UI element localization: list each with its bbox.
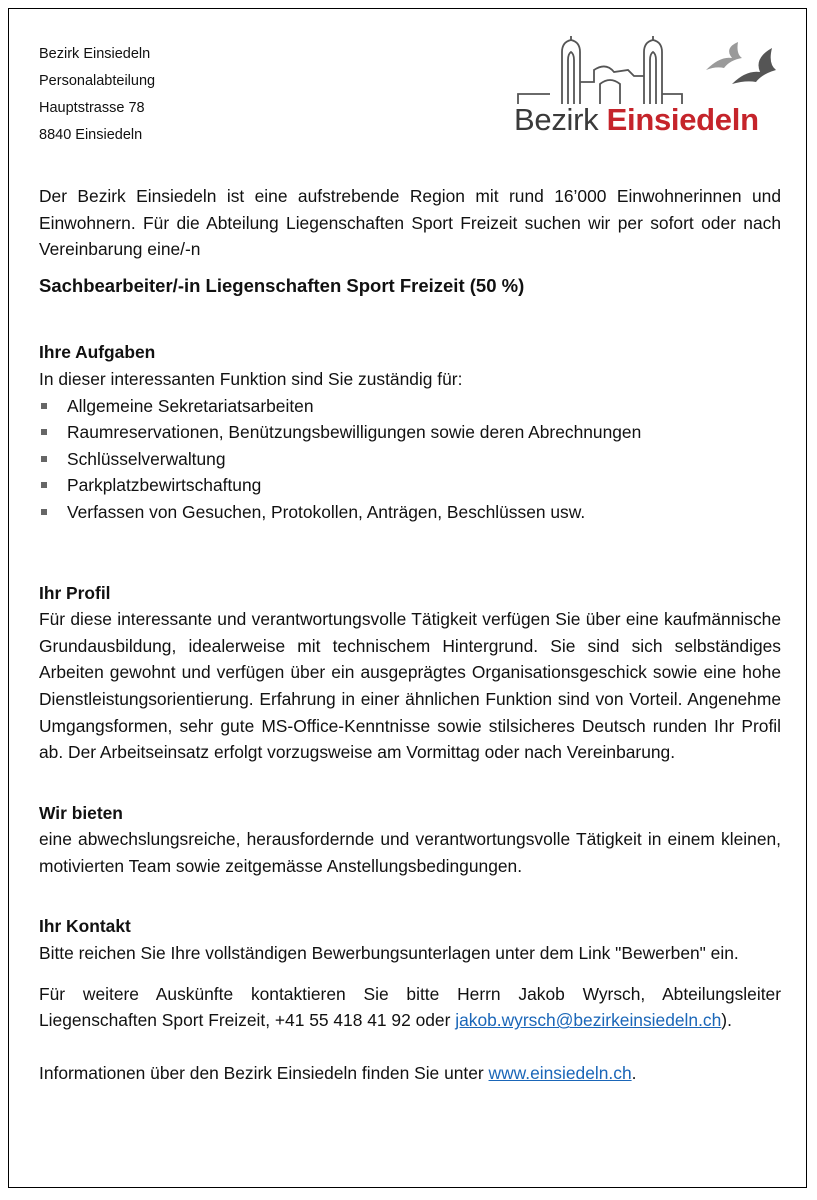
contact-heading: Ihr Kontakt (39, 916, 131, 937)
profile-heading: Ihr Profil (39, 582, 111, 603)
address-line: Bezirk Einsiedeln (39, 46, 151, 62)
list-item: Schlüsselverwaltung (39, 446, 781, 473)
monastery-birds-icon (510, 36, 780, 106)
website-info (39, 1060, 781, 1087)
list-item: Parkplatzbewirtschaftung (39, 472, 781, 499)
contact-info (39, 981, 781, 1034)
website-info-text: Informationen über den Bezirk Einsiedeln finden Sie unter (39, 1062, 489, 1083)
website-link[interactable]: www.einsiedeln.ch (488, 1062, 632, 1083)
tasks-section (39, 339, 781, 525)
list-item: Raumreservationen, Benützungsbewilligungen sowie deren Abrechnungen (39, 419, 781, 446)
profile-section (39, 580, 781, 766)
tasks-lead: In dieser interessanten Funktion sind Sie zuständig für: (39, 368, 463, 389)
apply-text: Bitte reichen Sie Ihre vollständigen Bewerbungsunterlagen unter dem Link "Bewerben" ein. (39, 943, 739, 964)
contact-info-end: ). (721, 1010, 732, 1031)
job-ad-body (39, 183, 781, 1086)
email-link[interactable]: jakob.wyrsch@bezirkeinsiedeln.ch (455, 1010, 722, 1031)
address-line: Personalabteilung (39, 73, 156, 89)
website-info-end: . (631, 1062, 637, 1083)
list-item: Allgemeine Sekretariatsarbeiten (39, 393, 781, 420)
tasks-list (39, 393, 781, 526)
profile-text: Für diese interessante und verantwortungsvolle Tätigkeit verfügen Sie über eine kaufmännische Grundausbildung, idealerweise mit technischem Hintergrund. Sie sind sich selbständiges Arbeiten gewohnt und verfügen über ein ausgeprägtes Organisationsgeschick sowie eine hohe Dienstleistungsorientierung. Erfahrung in einer ähnlichen Funktion sind von Vorteil. Angenehme Umgangsformen, sehr gute MS-Office-Kenntnisse sowie stilsicheres Deutsch runden Ihr Profil ab. Der Arbeitseinsatz erfolgt vorzugsweise am Vormittag oder nach Vereinbarung. (39, 609, 781, 763)
sender-address (39, 41, 155, 149)
contact-info-text: Für weitere Auskünfte kontaktieren Sie bitte Herrn Jakob Wyrsch, Abteilungsleiter Liegenschaften Sport Freizeit, +41 55 418 41 92 oder (39, 983, 781, 1031)
intro-paragraph: Der Bezirk Einsiedeln ist eine aufstrebende Region mit rund 16’000 Einwohnerinnen und Einwohnern. Für die Abteilung Liegenschaften Sport Freizeit suchen wir per sofort oder nach Vereinbarung eine/-n (39, 186, 781, 260)
address-line: 8840 Einsiedeln (39, 127, 143, 143)
offer-text: eine abwechslungsreiche, herausfordernde und verantwortungsvolle Tätigkeit in einem kleinen, motivierten Team sowie zeitgemässe Anstellungsbedingungen. (39, 829, 781, 876)
offer-heading: Wir bieten (39, 802, 123, 823)
logo-word-strong: Einsiedeln (606, 102, 759, 137)
job-title: Sachbearbeiter/-in Liegenschaften Sport Freizeit (50 %) (39, 274, 525, 296)
contact-section (39, 913, 781, 1086)
list-item: Verfassen von Gesuchen, Protokollen, Anträgen, Beschlüssen usw. (39, 499, 781, 526)
logo-word-light: Bezirk (514, 102, 599, 137)
logo-wordmark (514, 100, 759, 140)
bezirk-einsiedeln-logo (510, 36, 780, 140)
tasks-heading: Ihre Aufgaben (39, 342, 156, 363)
address-line: Hauptstrasse 78 (39, 100, 145, 116)
offer-section (39, 800, 781, 880)
